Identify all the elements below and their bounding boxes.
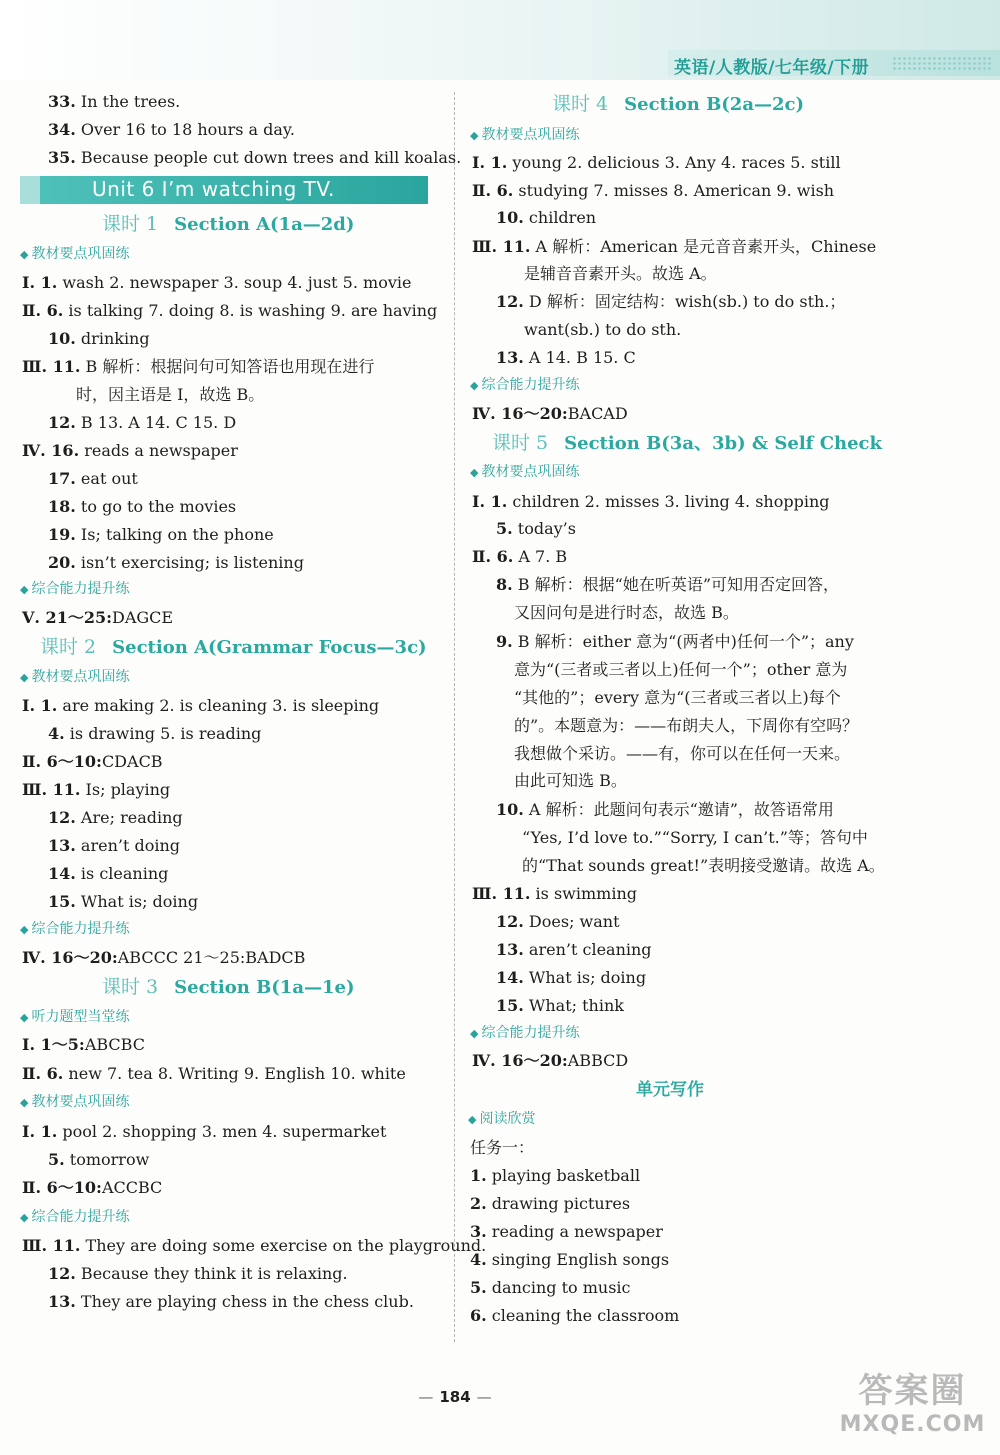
answer-text: In the trees. (75, 92, 181, 111)
answer-line (470, 1222, 663, 1242)
section-heading (492, 432, 882, 455)
answer-text: “其他的”；every 意为“(三者或三者以上)每个 (514, 688, 841, 707)
exercise-category-tag: ◆ 教材要点巩固练 (20, 668, 129, 687)
lesson-number: 课时 5 (492, 432, 549, 454)
answer-text: Is; playing (80, 780, 171, 799)
answer-text: isn’t exercising; is listening (75, 553, 304, 572)
answer-text: 任务一： (470, 1138, 535, 1157)
lesson-number: 课时 1 (102, 213, 159, 235)
answer-line (496, 912, 620, 932)
answer-text: pool 2. shopping 3. men 4. supermarket (57, 1122, 387, 1141)
answer-text: “Yes, I’d love to.”“Sorry, I can’t.”等；答句中 (522, 828, 868, 847)
answer-text: aren’t doing (75, 836, 181, 855)
answer-text: ACCBC (101, 1178, 163, 1197)
answer-line (514, 744, 850, 764)
answer-text: tomorrow (64, 1150, 150, 1169)
question-number: Ⅲ. 11. (22, 1236, 81, 1255)
question-number: Ⅱ. 6. (22, 301, 64, 320)
answer-text: Because they think it is relaxing. (75, 1264, 348, 1283)
question-number: Ⅰ. 1. (22, 273, 58, 292)
answer-line (22, 357, 374, 377)
answer-text: 的“That sounds great!”表明接受邀请。故选 A。 (522, 856, 885, 875)
answer-text: new 7. tea 8. Writing 9. English 10. white (63, 1064, 406, 1083)
answer-text: A 7. B (513, 547, 568, 566)
answer-line (496, 968, 646, 988)
section-heading (552, 93, 804, 116)
question-number: 13. (496, 940, 524, 959)
question-number: Ⅳ. 16. (22, 441, 80, 460)
question-number: 17. (48, 469, 76, 488)
exercise-category-tag: ◆ 阅读欣赏 (468, 1110, 535, 1129)
section-heading (40, 636, 427, 659)
question-number: Ⅱ. 6. (472, 181, 514, 200)
page-number: — 184 — (410, 1388, 500, 1406)
question-number: 14. (48, 864, 76, 883)
answer-text: ABBCD (567, 1051, 629, 1070)
question-number: 20. (48, 553, 76, 572)
answer-text: Are; reading (75, 808, 183, 827)
exercise-category-tag: ◆ 听力题型当堂练 (20, 1008, 129, 1027)
answer-text: BACAD (567, 404, 628, 423)
question-number: 12. (496, 912, 524, 931)
watermark-url: MXQE.COM (839, 1412, 986, 1437)
question-number: 4. (470, 1250, 487, 1269)
answer-text: Because people cut down trees and kill koalas. (75, 148, 462, 167)
answer-line (514, 716, 858, 736)
section-name: Section B(2a—2c) (624, 94, 804, 115)
answer-text: DAGCE (112, 608, 174, 627)
answer-line (472, 547, 567, 567)
question-number: 13. (48, 836, 76, 855)
answer-text: want(sb.) to do sth. (524, 320, 682, 339)
question-number: Ⅳ. 16～20: (472, 404, 568, 423)
answer-line (48, 1292, 414, 1312)
answer-line (496, 519, 576, 539)
answer-text: 的”。本题意为：——布朗夫人，下周你有空吗？ (514, 716, 859, 735)
answer-text: are making 2. is cleaning 3. is sleeping (57, 696, 380, 715)
exercise-category-tag: ◆ 综合能力提升练 (470, 1024, 579, 1043)
answer-line (48, 808, 183, 828)
answer-line (48, 1150, 149, 1170)
exercise-category-tag: ◆ 综合能力提升练 (470, 376, 579, 395)
answer-line (48, 724, 261, 744)
watermark-text: 答案圈 (858, 1371, 967, 1411)
answer-line (514, 603, 739, 623)
answer-line (514, 660, 847, 680)
answer-text: aren’t cleaning (523, 940, 652, 959)
question-number: 35. (48, 148, 76, 167)
answer-line (22, 948, 305, 968)
question-number: Ⅲ. 11. (472, 884, 531, 903)
question-number: 12. (48, 808, 76, 827)
answer-line (48, 92, 180, 112)
answer-text: What; think (523, 996, 624, 1015)
section-name: Section A(Grammar Focus—3c) (112, 637, 427, 658)
answer-line (22, 780, 170, 800)
answer-line (470, 1306, 679, 1326)
watermark-logo (830, 1370, 995, 1450)
answer-line (22, 1178, 162, 1198)
answer-text: B 解析：根据问句可知答语也用现在进行 (80, 357, 375, 376)
question-number: Ⅱ. 6～10: (22, 752, 102, 771)
unit-title: Unit 6 I’m watching TV. (92, 177, 335, 201)
exercise-category-tag: ◆ 教材要点巩固练 (470, 126, 579, 145)
answer-line (524, 264, 717, 284)
answer-line (48, 525, 274, 545)
answer-text: dancing to music (486, 1278, 631, 1297)
question-number: 15. (496, 996, 524, 1015)
answer-text: studying 7. misses 8. American 9. wish (513, 181, 835, 200)
exercise-category-tag: ◆ 教材要点巩固练 (470, 463, 579, 482)
answer-line (48, 864, 168, 884)
answer-line (22, 273, 411, 293)
answer-text: reading a newspaper (486, 1222, 663, 1241)
answer-line (514, 771, 627, 791)
answer-text: Over 16 to 18 hours a day. (75, 120, 295, 139)
question-number: 33. (48, 92, 76, 111)
question-number: Ⅴ. 21～25: (22, 608, 112, 627)
answer-line (470, 1250, 669, 1270)
answer-line (472, 153, 841, 173)
lesson-number: 课时 3 (102, 976, 159, 998)
question-number: 6. (470, 1306, 487, 1325)
question-number: 19. (48, 525, 76, 544)
lesson-number: 课时 2 (40, 636, 97, 658)
answer-line (524, 320, 681, 340)
question-number: Ⅰ. 1. (22, 1122, 58, 1141)
answer-line (496, 632, 854, 652)
answer-text: 我想做个采访。——有，你可以在任何一天来。 (514, 744, 851, 763)
question-number: Ⅱ. 6～10: (22, 1178, 102, 1197)
answer-text: cleaning the classroom (486, 1306, 680, 1325)
answer-line (470, 1166, 640, 1186)
answer-text: 是辅音音素开头。故选 A。 (524, 264, 717, 283)
question-number: 2. (470, 1194, 487, 1213)
answer-line (22, 752, 163, 772)
answer-text: children 2. misses 3. living 4. shopping (507, 492, 830, 511)
question-number: 9. (496, 632, 513, 651)
answer-line (48, 329, 150, 349)
answer-text: singing English songs (486, 1250, 670, 1269)
answer-text: eat out (75, 469, 138, 488)
answer-line (48, 892, 198, 912)
answer-line (48, 836, 180, 856)
answer-line (470, 1194, 630, 1214)
answer-line (22, 441, 238, 461)
question-number: 13. (48, 1292, 76, 1311)
question-number: Ⅱ. 6. (22, 1064, 64, 1083)
answer-text: 又因问句是进行时态，故选 B。 (514, 603, 739, 622)
answer-line (22, 301, 437, 321)
question-number: 13. (496, 348, 524, 367)
question-number: 12. (48, 1264, 76, 1283)
question-number: Ⅱ. 6. (472, 547, 514, 566)
answer-line (48, 148, 461, 168)
answer-line (470, 1278, 631, 1298)
answer-line (470, 1138, 534, 1158)
answer-text: ABCCC 21～25:BADCB (117, 948, 306, 967)
answer-line (22, 696, 379, 716)
answer-line (496, 208, 596, 228)
answer-line (22, 1064, 406, 1084)
answer-text: Is; talking on the phone (75, 525, 274, 544)
answer-text: 意为“(三者或三者以上)任何一个”；other 意为 (514, 660, 848, 679)
answer-line (22, 1236, 486, 1256)
answer-text: B 解析：根据“她在听英语”可知用否定回答， (512, 575, 839, 594)
answer-text: What is; doing (75, 892, 199, 911)
answer-text: A 解析：此题问句表示“邀请”，故答语常用 (523, 800, 834, 819)
question-number: 5. (470, 1278, 487, 1297)
answer-line (522, 828, 868, 848)
answer-text: reads a newspaper (79, 441, 238, 460)
question-number: 10. (496, 208, 524, 227)
answer-text: is cleaning (75, 864, 169, 883)
answer-text: playing basketball (486, 1166, 641, 1185)
answer-line (48, 497, 236, 517)
answer-text: They are doing some exercise on the playground. (80, 1236, 487, 1255)
exercise-category-tag: ◆ 综合能力提升练 (20, 1208, 129, 1227)
answer-line (514, 688, 841, 708)
answer-line (496, 800, 834, 820)
exercise-category-tag: ◆ 教材要点巩固练 (20, 1093, 129, 1112)
question-number: Ⅰ. 1. (472, 492, 508, 511)
exercise-category-tag: ◆ 综合能力提升练 (20, 920, 129, 939)
answer-line (472, 237, 876, 257)
question-number: Ⅳ. 16～20: (22, 948, 118, 967)
column-divider (454, 92, 455, 1342)
answer-text: What is; doing (523, 968, 647, 987)
answer-line (522, 856, 885, 876)
answer-text: B 解析：either 意为“(两者中)任何一个”；any (512, 632, 854, 651)
answer-text: is talking 7. doing 8. is washing 9. are having (63, 301, 438, 320)
answer-line (472, 404, 628, 424)
answer-text: A 14. B 15. C (523, 348, 636, 367)
question-number: Ⅳ. 16～20: (472, 1051, 568, 1070)
question-number: 5. (48, 1150, 65, 1169)
section-name: Section B(1a—1e) (174, 977, 355, 998)
answer-text: drinking (75, 329, 150, 348)
answer-line (496, 575, 839, 595)
question-number: 3. (470, 1222, 487, 1241)
question-number: 8. (496, 575, 513, 594)
answer-line (48, 413, 236, 433)
answer-line (496, 348, 636, 368)
answer-text: ABCBC (84, 1035, 145, 1054)
question-number: 12. (496, 292, 524, 311)
answer-line (22, 1035, 145, 1055)
question-number: 18. (48, 497, 76, 516)
answer-text: to go to the movies (75, 497, 237, 516)
answer-line (472, 884, 637, 904)
question-number: 34. (48, 120, 76, 139)
question-number: 15. (48, 892, 76, 911)
answer-text: is drawing 5. is reading (64, 724, 262, 743)
section-name: Section A(1a—2d) (174, 214, 355, 235)
answer-line (22, 1122, 386, 1142)
answer-line (48, 553, 304, 573)
exercise-category-tag: ◆ 综合能力提升练 (20, 580, 129, 599)
lesson-number: 课时 4 (552, 93, 609, 115)
answer-line (48, 1264, 348, 1284)
answer-text: is swimming (530, 884, 637, 903)
exercise-category-tag: ◆ 教材要点巩固练 (20, 245, 129, 264)
question-number: Ⅰ. 1～5: (22, 1035, 85, 1054)
answer-text: children (523, 208, 597, 227)
question-number: Ⅲ. 11. (472, 237, 531, 256)
question-number: 4. (48, 724, 65, 743)
running-header-text: 英语/人教版/七年级/下册 (674, 58, 870, 78)
answer-line (48, 120, 295, 140)
question-number: 10. (48, 329, 76, 348)
writing-section-heading: 单元写作 (636, 1080, 704, 1100)
running-header (668, 50, 1000, 76)
unit-title-bar (20, 176, 428, 204)
answer-text: Does; want (523, 912, 620, 931)
answer-line (472, 492, 830, 512)
answer-text: CDACB (101, 752, 163, 771)
answer-line (496, 292, 845, 312)
answer-line (472, 181, 834, 201)
answer-line (496, 940, 652, 960)
answer-line (472, 1051, 628, 1071)
question-number: Ⅰ. 1. (472, 153, 508, 172)
answer-line (496, 996, 624, 1016)
answer-text: 由此可知选 B。 (514, 771, 627, 790)
section-name: Section B(3a、3b) & Self Check (564, 433, 882, 454)
question-number: 12. (48, 413, 76, 432)
answer-text: D 解析：固定结构：wish(sb.) to do sth.； (523, 292, 846, 311)
answer-text: They are playing chess in the chess club. (75, 1292, 414, 1311)
question-number: Ⅲ. 11. (22, 357, 81, 376)
answer-text: A 解析：American 是元音音素开头，Chinese (530, 237, 877, 256)
question-number: Ⅲ. 11. (22, 780, 81, 799)
question-number: 5. (496, 519, 513, 538)
answer-text: today’s (512, 519, 576, 538)
answer-text: drawing pictures (486, 1194, 631, 1213)
question-number: 10. (496, 800, 524, 819)
question-number: Ⅰ. 1. (22, 696, 58, 715)
section-heading (102, 976, 354, 999)
answer-text: wash 2. newspaper 3. soup 4. just 5. movie (57, 273, 412, 292)
section-heading (102, 213, 354, 236)
answer-line (22, 608, 173, 628)
question-number: 1. (470, 1166, 487, 1185)
question-number: 14. (496, 968, 524, 987)
answer-text: B 13. A 14. C 15. D (75, 413, 237, 432)
answer-text: young 2. delicious 3. Any 4. races 5. still (507, 153, 841, 172)
answer-line (48, 469, 138, 489)
answer-line (76, 385, 264, 405)
answer-text: 时，因主语是 I，故选 B。 (76, 385, 265, 404)
header-dot-pattern (892, 56, 992, 70)
